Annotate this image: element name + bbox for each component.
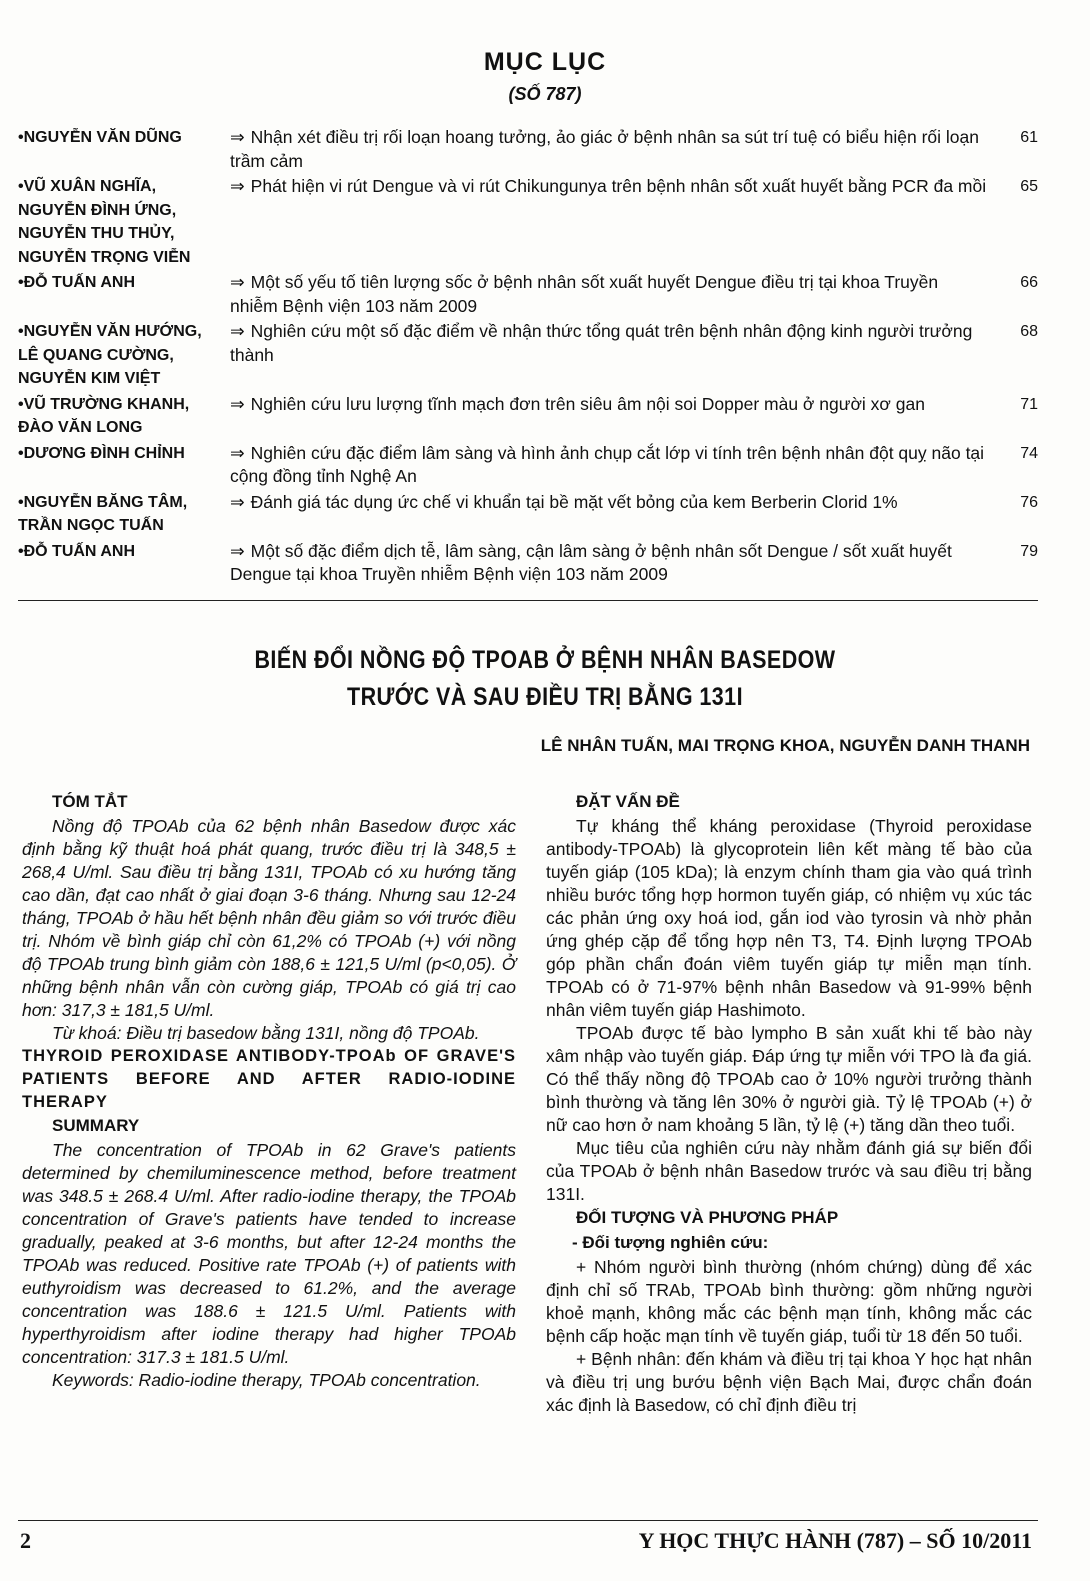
toc-entry-title (230, 271, 990, 318)
toc-entry-title (230, 442, 990, 489)
author-name: NGUYỄN THU THỦY, (18, 225, 175, 242)
toc-page-number: 61 (1020, 129, 1038, 146)
author-name: •NGUYỄN VĂN HƯỚNG, (18, 323, 202, 340)
toc-entry-text: Phát hiện vi rút Dengue và vi rút Chikungunya trên bệnh nhân sốt xuất huyết bằng PCR đa mồi (250, 176, 987, 196)
arrow-icon: ⇒ (230, 442, 245, 463)
author-name: NGUYỄN TRỌNG VIỄN (18, 248, 191, 266)
toc-entry[interactable] (18, 271, 1038, 318)
english-summary-heading: SUMMARY (52, 1116, 140, 1135)
toc-page-number: 66 (1020, 274, 1038, 291)
toc-entry-text: Nhận xét điều trị rối loạn hoang tưởng, ảo giác ở bệnh nhân sa sút trí tuệ có biểu hiện rối loạn trầm cảm (230, 127, 979, 171)
toc-entry[interactable] (18, 442, 1038, 489)
toc-page-number: 74 (1020, 444, 1038, 462)
english-title: THYROID PEROXIDASE ANTIBODY-TPOAb OF GRAVE'S PATIENTS BEFORE AND AFTER RADIO-IODINE THERAPY (22, 1047, 516, 1111)
toc-page-number: 79 (1020, 542, 1038, 560)
toc-authors (18, 175, 230, 269)
arrow-icon: ⇒ (230, 176, 245, 196)
arrow-icon: ⇒ (230, 393, 245, 414)
toc-page-number: 68 (1020, 323, 1038, 340)
keywords-en: Keywords: Radio-iodine therapy, TPOAb concentration. (52, 1370, 481, 1390)
author-name: •NGUYỄN VĂN DŨNG (18, 129, 182, 146)
section-divider (18, 600, 1038, 601)
toc-entry[interactable] (18, 126, 1038, 173)
article-title (76, 642, 1013, 716)
arrow-icon: ⇒ (230, 272, 245, 292)
toc-authors (18, 442, 230, 466)
toc-authors (18, 320, 230, 391)
author-name: •DƯƠNG ĐÌNH CHỈNH (18, 444, 185, 462)
toc-page-number: 71 (1020, 395, 1038, 413)
english-summary-text: The concentration of TPOAb in 62 Grave's patients determined by chemiluminescence method, before treatment was 348.5 ± 268.4 U/ml. After radio-iodine therapy, the TPOAb concentration of Grave's patients have tended to increase gradually, peaked at 3-6 months, but after 12-24 months the TPOAb was reduced. Positive rate TPOAb (+) of patients with euthyroidism was decreased to 61.2%, and the average concentration was 188.6 ± 121.5 U/ml. Patients with hyperthyroidism after iodine therapy had higher TPOAb concentration: 317.3 ± 181.5 U/ml. (22, 1140, 516, 1367)
author-name: •VŨ TRƯỜNG KHANH, (18, 395, 190, 413)
author-name: ĐÀO VĂN LONG (18, 419, 143, 436)
subjects-paragraph: + Bệnh nhân: đến khám và điều trị tại khoa Y học hạt nhân và điều trị ung bướu bệnh viện Bạch Mai, được chẩn đoán xác định là Basedow, có chỉ định điều trị (546, 1349, 1032, 1415)
toc-authors (18, 271, 230, 295)
author-name: LÊ QUANG CƯỜNG, (18, 346, 174, 364)
journal-name: Y HỌC THỰC HÀNH (787) – SỐ 10/2011 (638, 1528, 1032, 1553)
toc-entry-text: Một số đặc điểm dịch tễ, lâm sàng, cận lâm sàng ở bệnh nhân sốt Dengue / sốt xuất huyết Dengue tại khoa Truyền nhiễm Bệnh viện 103 năm 2009 (230, 540, 952, 584)
methods-heading: ĐỐI TƯỢNG VÀ PHƯƠNG PHÁP (576, 1208, 839, 1227)
author-name: •ĐỖ TUẤN ANH (18, 542, 135, 560)
toc-page-number: 76 (1020, 493, 1038, 511)
toc-entry[interactable] (18, 491, 1038, 538)
toc-entry[interactable] (18, 320, 1038, 391)
toc-entry[interactable] (18, 175, 1038, 269)
toc-entry-text: Nghiên cứu một số đặc điểm về nhận thức tổng quát trên bệnh nhân động kinh người trưởng thành (230, 321, 973, 365)
article-title-line-1: BIẾN ĐỔI NỒNG ĐỘ TPOAB Ở BỆNH NHÂN BASEDOW (254, 646, 836, 674)
toc-authors (18, 540, 230, 564)
toc-entry-title (230, 540, 990, 587)
author-name: •ĐỖ TUẤN ANH (18, 274, 135, 291)
toc-entry-title (230, 393, 990, 417)
summary-heading: TÓM TẮT (52, 792, 128, 811)
arrow-icon: ⇒ (230, 127, 245, 147)
arrow-icon: ⇒ (230, 491, 245, 512)
intro-heading: ĐẶT VẤN ĐỀ (576, 792, 680, 811)
toc-entry-text: Nghiên cứu đặc điểm lâm sàng và hình ảnh chụp cắt lớp vi tính trên bệnh nhân đột quỵ não tại cộng đồng tỉnh Nghệ An (230, 442, 985, 486)
author-name: •VŨ XUÂN NGHĨA, (18, 178, 157, 195)
subjects-heading: - Đối tượng nghiên cứu: (572, 1233, 769, 1252)
page-number: 2 (20, 1528, 31, 1553)
author-name: •NGUYỄN BĂNG TÂM, (18, 493, 188, 511)
toc-subtitle: (SỐ 787) (508, 84, 582, 104)
toc-entry-title (230, 175, 990, 199)
subjects-paragraph: + Nhóm người bình thường (nhóm chứng) dùng để xác định chỉ số TRAb, TPOAb bình thường: gồm những người khoẻ mạnh, không mắc các bệnh mạn tính, không mắc các bệnh cấp hoặc mạn tính về tuyến giáp, tuổi từ 18 đến 50 tuổi. (546, 1257, 1032, 1346)
toc-entry[interactable] (18, 393, 1038, 440)
article-title-line-2: TRƯỚC VÀ SAU ĐIỀU TRỊ BẰNG 131I (347, 683, 743, 711)
author-name: NGUYỄN KIM VIỆT (18, 370, 161, 387)
toc-entry-title (230, 320, 990, 367)
toc-authors (18, 491, 230, 538)
right-column (546, 790, 1032, 1417)
toc-entry-text: Nghiên cứu lưu lượng tĩnh mạch đơn trên siêu âm nội soi Dopper màu ở người xơ gan (250, 393, 925, 414)
intro-paragraph: Tự kháng thể kháng peroxidase (Thyroid peroxidase antibody-TPOAb) là glycoprotein liên kết màng tế bào của tuyến giáp (105 kDa); là enzym chính tham gia vào quá trình nhiều bước tổng hợp hormon tuyến giáp, có nhiệm vụ xúc tác các phản ứng oxy hoá iod, gắn iod vào tyrosin và nhờ phản ứng ghép cặp để tổng hợp nên T3, T4. Định lượng TPOAb góp phần chẩn đoán viêm tuyến giáp tự miễn mạn tính. TPOAb có ở 71-97% bệnh nhân Basedow và 91-99% bệnh nhân viêm tuyến giáp Hashimoto. (546, 816, 1032, 1020)
arrow-icon: ⇒ (230, 321, 245, 341)
footer-divider (18, 1520, 1038, 1521)
toc-entry-text: Một số yếu tố tiên lượng sốc ở bệnh nhân sốt xuất huyết Dengue điều trị tại khoa Truyền nhiễm Bệnh viện 103 năm 2009 (230, 272, 939, 316)
keywords-vi: Từ khoá: Điều trị basedow bằng 131I, nồng độ TPOAb. (52, 1023, 480, 1043)
toc-title: MỤC LỤC (483, 48, 607, 76)
author-name: TRẦN NGỌC TUẤN (18, 517, 164, 534)
author-name: NGUYỄN ĐÌNH ỨNG, (18, 201, 177, 219)
toc-entry-text: Đánh giá tác dụng ức chế vi khuẩn tại bề mặt vết bỏng của kem Berberin Clorid 1% (250, 491, 898, 512)
toc-entry[interactable] (18, 540, 1038, 587)
toc-entry-title (230, 126, 990, 173)
left-column (22, 790, 516, 1392)
arrow-icon: ⇒ (230, 540, 245, 561)
summary-text: Nồng độ TPOAb của 62 bệnh nhân Basedow được xác định bằng kỹ thuật hoá phát quang, trước điều trị là 348,5 ± 268,4 U/ml. Sau điều trị bằng 131I, TPOAb có xu hướng tăng cao dần, đạt cao nhất ở giai đoạn 3-6 tháng. Nhưng sau 12-24 tháng, TPOAb ở hầu hết bệnh nhân đều giảm so với trước điều trị. Nhóm về bình giáp chỉ còn 61,2% có TPOAb (+) với nồng độ TPOAb trung bình giảm còn 188,6 ± 121,5 U/ml (p<0,05). Ở những bệnh nhân vẫn còn cường giáp, TPOAb có giá trị cao hơn: 317,3 ± 181,5 U/ml. (22, 816, 516, 1020)
table-of-contents (18, 126, 1038, 589)
intro-paragraph: Mục tiêu của nghiên cứu này nhằm đánh giá sự biến đổi của TPOAb ở bệnh nhân Basedow trước và sau điều trị bằng 131I. (546, 1138, 1032, 1204)
toc-authors (18, 126, 230, 150)
toc-authors (18, 393, 230, 440)
intro-paragraph: TPOAb được tế bào lympho B sản xuất khi tế bào này xâm nhập vào tuyến giáp. Đáp ứng tự miễn với TPO là đa giá. Có thể thấy nồng độ TPOAb cao ở 10% người trưởng thành bình thường và tăng lên 30% ở người già. Tỷ lệ TPOAb (+) ở nữ cao hơn ở nam khoảng 5 lần, tỷ lệ (+) tăng dần theo tuổi. (546, 1023, 1032, 1135)
article-authors: LÊ NHÂN TUẤN, MAI TRỌNG KHOA, NGUYỄN DANH THANH (540, 736, 1030, 755)
toc-entry-title (230, 491, 990, 515)
toc-page-number: 65 (1020, 178, 1038, 195)
